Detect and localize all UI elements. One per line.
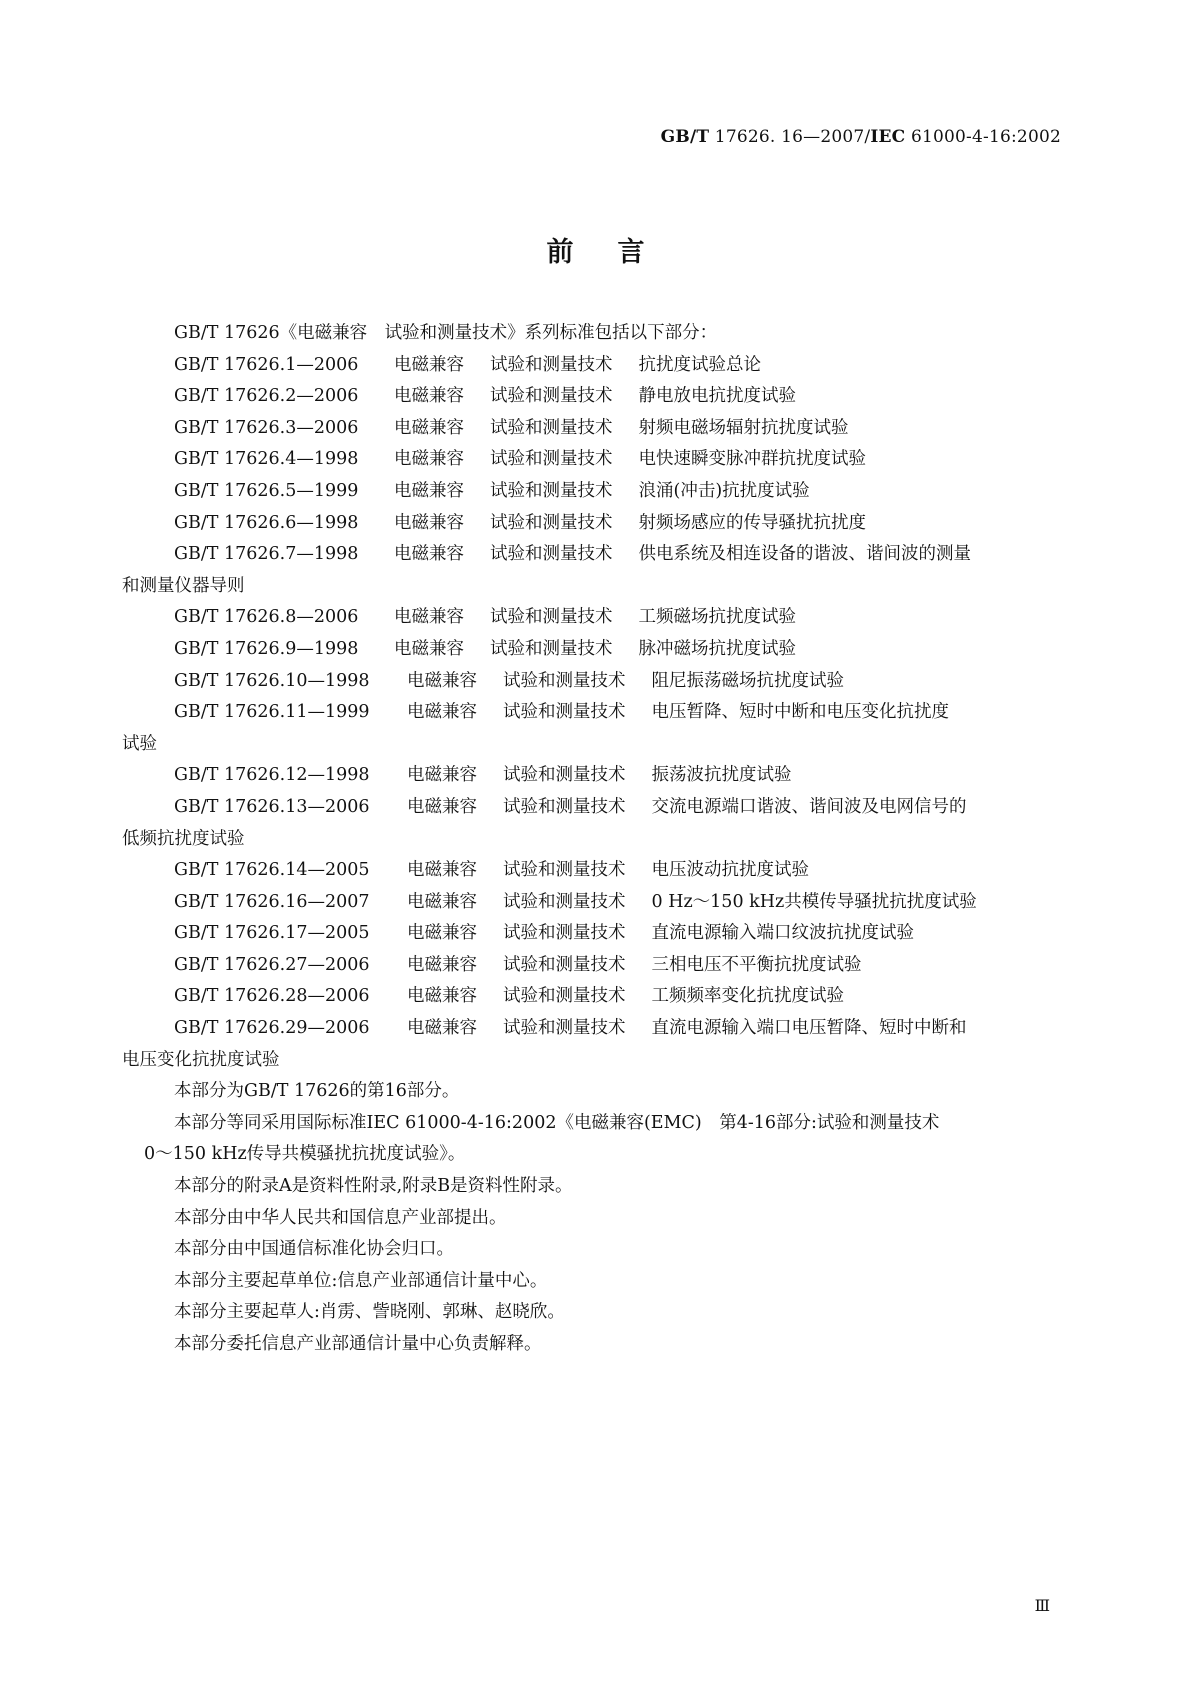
part-title-a: 电磁兼容 <box>407 923 477 944</box>
part-title-a: 电磁兼容 <box>394 354 464 375</box>
part-title-b: 试验和测量技术 <box>503 860 626 881</box>
list-item <box>132 413 1060 445</box>
part-title-c: 射频场感应的传导骚扰抗扰度 <box>638 512 866 533</box>
body-paragraph: 本部分主要起草单位:信息产业部通信计量中心。 <box>174 1270 548 1291</box>
part-title-b: 试验和测量技术 <box>503 923 626 944</box>
part-number: GB/T 17626.14—2005 <box>174 860 370 881</box>
body-paragraph: 本部分由中华人民共和国信息产业部提出。 <box>174 1207 507 1228</box>
part-title-b: 试验和测量技术 <box>490 354 613 375</box>
part-title-continuation: 低频抗扰度试验 <box>122 828 245 849</box>
part-title-b: 试验和测量技术 <box>503 954 626 975</box>
part-title-c: 直流电源输入端口纹波抗扰度试验 <box>651 923 914 944</box>
part-title-a: 电磁兼容 <box>394 480 464 501</box>
list-item <box>132 918 1060 950</box>
list-item <box>122 539 1060 602</box>
list-item <box>122 1013 1060 1076</box>
part-title-b: 试验和测量技术 <box>503 702 626 723</box>
part-title-b: 试验和测量技术 <box>503 1018 626 1039</box>
part-title-a: 电磁兼容 <box>407 891 477 912</box>
part-title-c: 振荡波抗扰度试验 <box>651 765 792 786</box>
body-paragraph: 本部分等同采用国际标准IEC 61000-4-16:2002《电磁兼容(EMC) 第4-16部分:试验和测量技术 <box>174 1112 940 1133</box>
part-title-a: 电磁兼容 <box>394 417 464 438</box>
page-number: Ⅲ <box>1034 1596 1050 1615</box>
part-title-c: 工频频率变化抗扰度试验 <box>651 986 844 1007</box>
list-item <box>132 602 1060 634</box>
part-title-b: 试验和测量技术 <box>490 417 613 438</box>
list-item <box>132 444 1060 476</box>
header-number: 17626. 16—2007/ <box>709 127 871 147</box>
part-title-c: 交流电源端口谐波、谐间波及电网信号的 <box>651 796 967 817</box>
standard-code-header <box>661 127 1061 147</box>
part-title-b: 试验和测量技术 <box>490 512 613 533</box>
header-iec: IEC <box>870 127 906 147</box>
body-paragraph: 本部分的附录A是资料性附录,附录B是资料性附录。 <box>174 1176 573 1197</box>
part-title-c: 抗扰度试验总论 <box>638 354 761 375</box>
list-item <box>122 792 1060 855</box>
part-number: GB/T 17626.10—1998 <box>174 670 370 691</box>
part-title-c: 射频电磁场辐射抗扰度试验 <box>638 417 849 438</box>
part-number: GB/T 17626.6—1998 <box>174 512 359 533</box>
part-title-continuation: 电压变化抗扰度试验 <box>122 1049 280 1070</box>
body-paragraph-continuation: 0～150 kHz传导共模骚扰抗扰度试验》。 <box>144 1144 466 1165</box>
part-title-c: 三相电压不平衡抗扰度试验 <box>651 954 862 975</box>
part-number: GB/T 17626.4—1998 <box>174 449 359 470</box>
part-title-b: 试验和测量技术 <box>490 480 613 501</box>
header-iec-number: 61000-4-16:2002 <box>905 127 1061 147</box>
list-item <box>132 634 1060 666</box>
part-title-c: 阻尼振荡磁场抗扰度试验 <box>651 670 844 691</box>
part-title-c: 供电系统及相连设备的谐波、谐间波的测量 <box>638 544 971 565</box>
part-title-a: 电磁兼容 <box>407 670 477 691</box>
part-number: GB/T 17626.16—2007 <box>174 891 370 912</box>
part-title-b: 试验和测量技术 <box>490 607 613 628</box>
part-title-c: 0 Hz～150 kHz共模传导骚扰抗扰度试验 <box>651 891 977 912</box>
part-title-c: 静电放电抗扰度试验 <box>638 386 796 407</box>
list-item <box>132 350 1060 382</box>
part-title-a: 电磁兼容 <box>394 512 464 533</box>
part-number: GB/T 17626.29—2006 <box>174 1018 370 1039</box>
list-item <box>132 666 1060 698</box>
list-item <box>132 855 1060 887</box>
part-title-a: 电磁兼容 <box>407 986 477 1007</box>
list-item <box>132 887 1060 919</box>
part-title-a: 电磁兼容 <box>407 860 477 881</box>
part-title-c: 直流电源输入端口电压暂降、短时中断和 <box>651 1018 967 1039</box>
body-paragraph: 本部分为GB/T 17626的第16部分。 <box>174 1081 460 1102</box>
part-number: GB/T 17626.17—2005 <box>174 923 370 944</box>
part-title-b: 试验和测量技术 <box>503 765 626 786</box>
list-item <box>132 760 1060 792</box>
intro-paragraph: GB/T 17626《电磁兼容 试验和测量技术》系列标准包括以下部分： <box>174 323 718 343</box>
body-paragraph: 本部分主要起草人:肖雳、訾晓刚、郭琳、赵晓欣。 <box>174 1302 565 1323</box>
part-number: GB/T 17626.11—1999 <box>174 702 370 723</box>
part-title-c: 电压波动抗扰度试验 <box>651 860 809 881</box>
part-title-c: 浪涌(冲击)抗扰度试验 <box>638 480 810 501</box>
part-title-continuation: 和测量仪器导则 <box>122 575 245 596</box>
part-number: GB/T 17626.12—1998 <box>174 765 370 786</box>
part-title-b: 试验和测量技术 <box>490 449 613 470</box>
part-number: GB/T 17626.13—2006 <box>174 796 370 817</box>
list-item <box>122 697 1060 760</box>
part-title-a: 电磁兼容 <box>407 702 477 723</box>
part-title-continuation: 试验 <box>122 733 157 754</box>
part-title-a: 电磁兼容 <box>407 954 477 975</box>
document-body <box>122 318 1060 1361</box>
info-paragraphs <box>132 1076 1060 1360</box>
part-title-c: 脉冲磁场抗扰度试验 <box>638 638 796 659</box>
parts-list <box>122 350 1060 1077</box>
part-title-a: 电磁兼容 <box>394 544 464 565</box>
part-title-b: 试验和测量技术 <box>503 986 626 1007</box>
part-number: GB/T 17626.7—1998 <box>174 544 359 565</box>
list-item <box>132 508 1060 540</box>
part-title-b: 试验和测量技术 <box>503 796 626 817</box>
part-number: GB/T 17626.8—2006 <box>174 607 359 628</box>
part-number: GB/T 17626.9—1998 <box>174 638 359 659</box>
part-title-b: 试验和测量技术 <box>490 638 613 659</box>
part-title-a: 电磁兼容 <box>394 638 464 659</box>
part-title-c: 工频磁场抗扰度试验 <box>638 607 796 628</box>
part-number: GB/T 17626.3—2006 <box>174 417 359 438</box>
part-title-b: 试验和测量技术 <box>490 386 613 407</box>
part-title-c: 电快速瞬变脉冲群抗扰度试验 <box>638 449 866 470</box>
part-title-a: 电磁兼容 <box>407 1018 477 1039</box>
part-number: GB/T 17626.27—2006 <box>174 954 370 975</box>
part-title-a: 电磁兼容 <box>394 607 464 628</box>
list-item <box>132 381 1060 413</box>
part-title-a: 电磁兼容 <box>407 796 477 817</box>
page-title: 前言 <box>546 237 689 268</box>
body-paragraph: 本部分由中国通信标准化协会归口。 <box>174 1239 454 1260</box>
part-title-b: 试验和测量技术 <box>503 670 626 691</box>
part-title-b: 试验和测量技术 <box>503 891 626 912</box>
header-gbt: GB/T <box>660 127 710 147</box>
part-title-a: 电磁兼容 <box>394 386 464 407</box>
body-paragraph: 本部分委托信息产业部通信计量中心负责解释。 <box>174 1334 542 1354</box>
list-item <box>132 476 1060 508</box>
list-item <box>132 950 1060 982</box>
part-number: GB/T 17626.2—2006 <box>174 386 359 407</box>
part-title-b: 试验和测量技术 <box>490 544 613 565</box>
list-item <box>132 981 1060 1013</box>
part-title-a: 电磁兼容 <box>407 765 477 786</box>
part-number: GB/T 17626.28—2006 <box>174 986 370 1007</box>
part-title-a: 电磁兼容 <box>394 449 464 470</box>
part-number: GB/T 17626.1—2006 <box>174 354 359 375</box>
part-number: GB/T 17626.5—1999 <box>174 480 359 501</box>
part-title-c: 电压暂降、短时中断和电压变化抗扰度 <box>651 702 949 723</box>
